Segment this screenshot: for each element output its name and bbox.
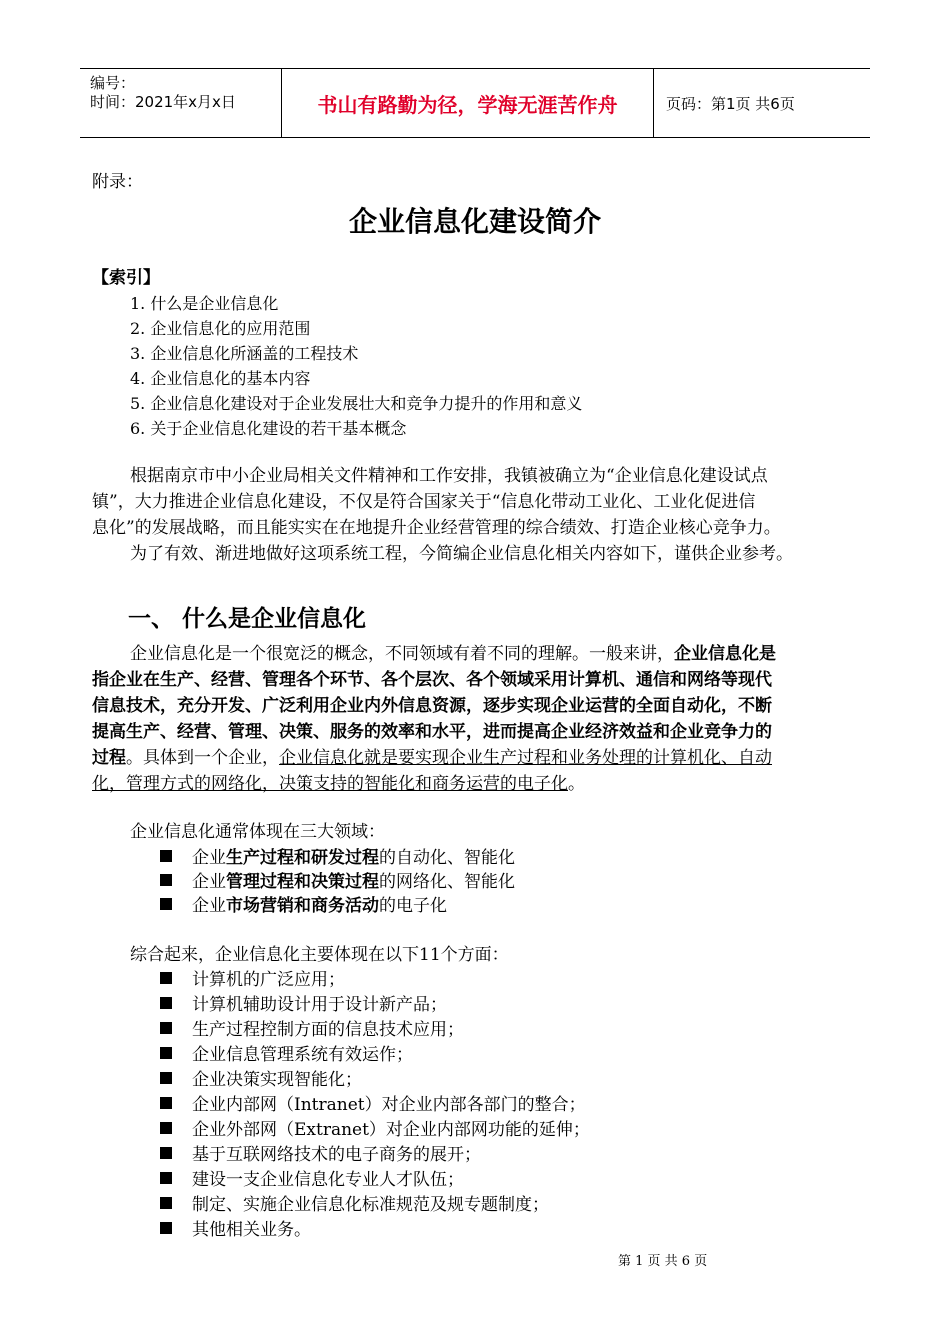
index-item: 3. 企业信息化所涵盖的工程技术 — [130, 344, 359, 363]
definition-bold: 企业信息化是 — [674, 644, 776, 664]
aspect-item: 企业外部网（Extranet）对企业内部网功能的延伸； — [160, 1120, 590, 1140]
aspect-item: 企业内部网（Intranet）对企业内部各部门的整合； — [160, 1095, 586, 1115]
definition-line — [130, 644, 776, 664]
index-item: 6. 关于企业信息化建设的若干基本概念 — [130, 419, 407, 438]
definition-text: 。 — [568, 774, 585, 794]
aspect-item: 企业决策实现智能化； — [160, 1070, 362, 1090]
date-label: 时间：2021年x月x日 — [90, 93, 236, 111]
square-bullet-icon — [160, 1122, 172, 1134]
domains-intro: 企业信息化通常体现在三大领域： — [130, 822, 385, 842]
square-bullet-icon — [160, 1197, 172, 1209]
definition-bold: 过程 — [92, 748, 126, 768]
header-meta-cell — [80, 69, 282, 137]
square-bullet-icon — [160, 1172, 172, 1184]
document-title: 企业信息化建设简介 — [348, 205, 601, 238]
square-bullet-icon — [160, 874, 172, 886]
index-item: 5. 企业信息化建设对于企业发展壮大和竞争力提升的作用和意义 — [130, 394, 583, 413]
aspect-item: 基于互联网络技术的电子商务的展开； — [160, 1145, 481, 1165]
intro-line: 为了有效、渐进地做好这项系统工程，今简编企业信息化相关内容如下，谨供企业参考。 — [130, 544, 793, 564]
index-heading: 【索引】 — [92, 268, 160, 288]
number-label: 编号： — [90, 74, 136, 92]
aspect-item: 计算机的广泛应用； — [160, 970, 345, 990]
header-page-cell — [654, 69, 870, 137]
domain-item: 企业生产过程和研发过程的自动化、智能化 — [160, 848, 515, 868]
definition-underlined: 化，管理方式的网络化，决策支持的智能化和商务运营的电子化 — [92, 774, 568, 794]
square-bullet-icon — [160, 972, 172, 984]
domain-item: 企业管理过程和决策过程的网络化、智能化 — [160, 872, 515, 892]
appendix-label: 附录： — [92, 172, 143, 192]
definition-text: 。具体到一个企业， — [126, 748, 279, 768]
aspect-item: 生产过程控制方面的信息技术应用； — [160, 1020, 464, 1040]
page-footer: 第 1 页 共 6 页 — [618, 1254, 708, 1269]
intro-line: 息化”的发展战略，而且能实实在在地提升企业经营管理的综合绩效、打造企业核心竞争力。 — [92, 518, 781, 538]
domain-item: 企业市场营销和商务活动的电子化 — [160, 896, 447, 916]
index-item: 4. 企业信息化的基本内容 — [130, 369, 311, 388]
definition-line — [92, 774, 585, 794]
definition-bold-line: 提高生产、经营、管理、决策、服务的效率和水平，进而提高企业经济效益和企业竞争力的 — [92, 722, 772, 742]
aspect-item: 建设一支企业信息化专业人才队伍； — [160, 1170, 464, 1190]
aspect-item: 企业信息管理系统有效运作； — [160, 1045, 413, 1065]
square-bullet-icon — [160, 898, 172, 910]
motto: 书山有路勤为径，学海无涯苦作舟 — [317, 92, 618, 117]
intro-line: 镇”，大力推进企业信息化建设，不仅是符合国家关于“信息化带动工业化、工业化促进信 — [92, 492, 756, 512]
intro-line: 根据南京市中小企业局相关文件精神和工作安排，我镇被确立为“企业信息化建设试点 — [130, 466, 768, 486]
index-item: 1. 什么是企业信息化 — [130, 294, 279, 313]
index-item: 2. 企业信息化的应用范围 — [130, 319, 311, 338]
aspects-intro: 综合起来，企业信息化主要体现在以下11个方面： — [130, 945, 509, 965]
definition-bold-line: 信息技术，充分开发、广泛利用企业内外信息资源，逐步实现企业运营的全面自动化，不断 — [92, 696, 772, 716]
square-bullet-icon — [160, 1022, 172, 1034]
square-bullet-icon — [160, 997, 172, 1009]
section-heading: 一、 什么是企业信息化 — [128, 606, 367, 632]
definition-underlined: 企业信息化就是要实现企业生产过程和业务处理的计算机化、自动 — [279, 748, 772, 768]
page-info: 页码：第1页 共6页 — [666, 94, 795, 113]
aspect-item: 制定、实施企业信息化标准规范及规专题制度； — [160, 1195, 549, 1215]
page-header — [80, 68, 870, 138]
square-bullet-icon — [160, 850, 172, 862]
definition-bold-line: 指企业在生产、经营、管理各个环节、各个层次、各个领域采用计算机、通信和网络等现代 — [92, 670, 772, 690]
definition-line — [92, 748, 772, 768]
square-bullet-icon — [160, 1147, 172, 1159]
definition-text: 企业信息化是一个很宽泛的概念，不同领域有着不同的理解。一般来讲， — [130, 644, 674, 664]
square-bullet-icon — [160, 1047, 172, 1059]
header-motto-cell — [282, 69, 654, 137]
aspect-item: 计算机辅助设计用于设计新产品； — [160, 995, 447, 1015]
square-bullet-icon — [160, 1222, 172, 1234]
square-bullet-icon — [160, 1097, 172, 1109]
aspect-item: 其他相关业务。 — [160, 1220, 311, 1240]
square-bullet-icon — [160, 1072, 172, 1084]
